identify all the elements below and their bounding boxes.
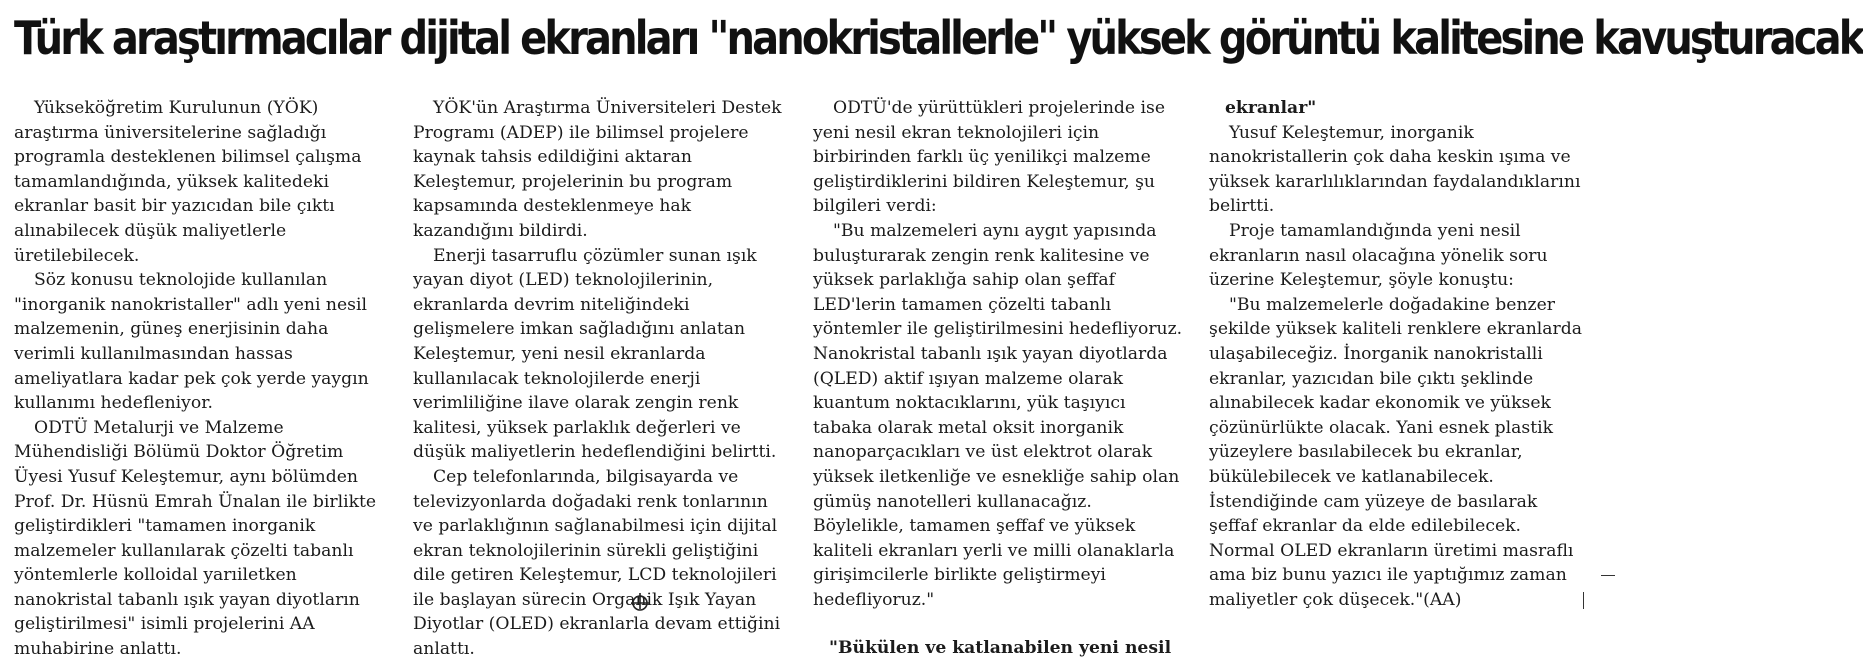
column-4 [1209,96,1584,612]
paragraph: ODTÜ'de yürüttükleri projelerinde ise yeni nesil ekran teknolojileri için birbirinden farklı üç yenilikçi malzeme geliştirdiklerini bildiren Keleştemur, şu bilgileri verdi: [813,98,1166,217]
paragraph: Yükseköğretim Kurulunun (YÖK) araştırma üniversitelerine sağladığı programla desteklenen bilimsel çalışma tamamlandığında, yüksek kalitedeki ekranlar basit bir yazıcıdan bile çıktı alınabilecek düşük maliyetlerle üretilebilecek. [14,98,362,266]
headline: Türk araştırmacılar dijital ekranları "nanokristallerle" yüksek görüntü kalitesine kavuşturacak [14,11,1863,65]
column-2 [413,96,788,662]
subheading-continued: ekranlar" [1225,98,1317,118]
paragraph: Proje tamamlandığında yeni nesil ekranların nasıl olacağına yönelik soru üzerine Keleştemur, şöyle konuştu: [1209,220,1548,291]
paragraph: ODTÜ Metalurji ve Malzeme Mühendisliği Bölümü Doktor Öğretim Üyesi Yusuf Keleştemur, aynı bölümden Prof. Dr. Hüsnü Emrah Ünalan ile birlikte geliştirdikleri "tamamen inorganik malzemeler kullanılarak çözelti tabanlı yöntemlerle kolloidal yarıiletken nanokristal tabanlı ışık yayan diyotların geliştirilmesi" isimli projelerini AA muhabirine anlattı. [14,417,377,660]
column-1 [14,96,389,662]
page-ornament-icon [628,593,652,609]
subheading: "Bükülen ve katlanabilen yeni nesil [829,638,1172,659]
paragraph: Enerji tasarruflu çözümler sunan ışık yayan diyot (LED) teknolojilerinin, ekranlarda devrim niteliğindeki gelişmelere imkan sağladığını anlatan Keleştemur, yeni nesil ekranlarda kullanılacak teknolojilerde enerji verimliliğine ilave olarak zengin renk kalitesi, yüksek parlaklık değerleri ve düşük maliyetlerin hedeflendiğini belirtti. [413,245,777,463]
column-3 [813,96,1188,661]
paragraph: "Bu malzemelerle doğadakine benzer şekilde yüksek kaliteli renklere ekranlarda ulaşabileceğiz. İnorganik nanokristalli ekranlar, yazıcıdan bile çıktı şeklinde alınabilecek kadar ekonomik ve yüksek çözünürlükte olacak. Yani esnek plastik yüzeylere basılabilecek bu ekranlar, bükülebilecek ve katlanabilecek. İstendiğinde cam yüzeye de basılarak şeffaf ekranlar da elde edilebilecek. Normal OLED ekranların üretimi masraflı ama biz bunu yazıcı ile yaptığımız zaman maliyetler çok düşecek."(AA) [1209,294,1583,610]
crop-mark [1583,592,1584,609]
paragraph: YÖK'ün Araştırma Üniversiteleri Destek Programı (ADEP) ile bilimsel projelere kaynak tahsis edildiğini aktaran Keleştemur, projelerinin bu program kapsamında desteklenmeye hak kazandığını bildirdi. [413,98,782,241]
paragraph: Yusuf Keleştemur, inorganik nanokristallerin çok daha keskin ışıma ve yüksek kararlılıklarından faydalandıklarını belirtti. [1209,122,1581,217]
paragraph: Söz konusu teknolojide kullanılan "inorganik nanokristaller" adlı yeni nesil malzemenin, güneş enerjisinin daha verimli kullanılmasından hassas ameliyatlara kadar pek çok yerde yaygın kullanımı hedefleniyor. [14,270,369,414]
crop-mark [1601,575,1615,576]
paragraph: Cep telefonlarında, bilgisayarda ve televizyonlarda doğadaki renk tonlarının ve parlaklığının sağlanabilmesi için dijital ekran teknolojilerinin sürekli geliştiğini dile getiren Keleştemur, LCD teknolojileri ile başlayan sürecin Organik Işık Yayan Diyotlar (OLED) ekranlarla devam ettiğini anlattı. [413,466,781,660]
paragraph: "Bu malzemeleri aynı aygıt yapısında buluşturarak zengin renk kalitesine ve yüksek parlaklığa sahip olan şeffaf LED'lerin tamamen çözelti tabanlı yöntemler ile geliştirilmesini hedefliyoruz. Nanokristal tabanlı ışık yayan diyotlarda (QLED) aktif ışıyan malzeme olarak kuantum noktacıklarını, yük taşıyıcı tabaka olarak metal oksit inorganik nanoparçacıkları ve üst elektrot olarak yüksek iletkenliğe ve esnekliğe sahip olan gümüş nanotelleri kullanacağız. Böylelikle, tamamen şeffaf ve yüksek kaliteli ekranları yerli ve milli olanaklarla girişimcilerle birlikte geliştirmeyi hedefliyoruz." [813,220,1183,610]
spacer [813,612,1188,636]
